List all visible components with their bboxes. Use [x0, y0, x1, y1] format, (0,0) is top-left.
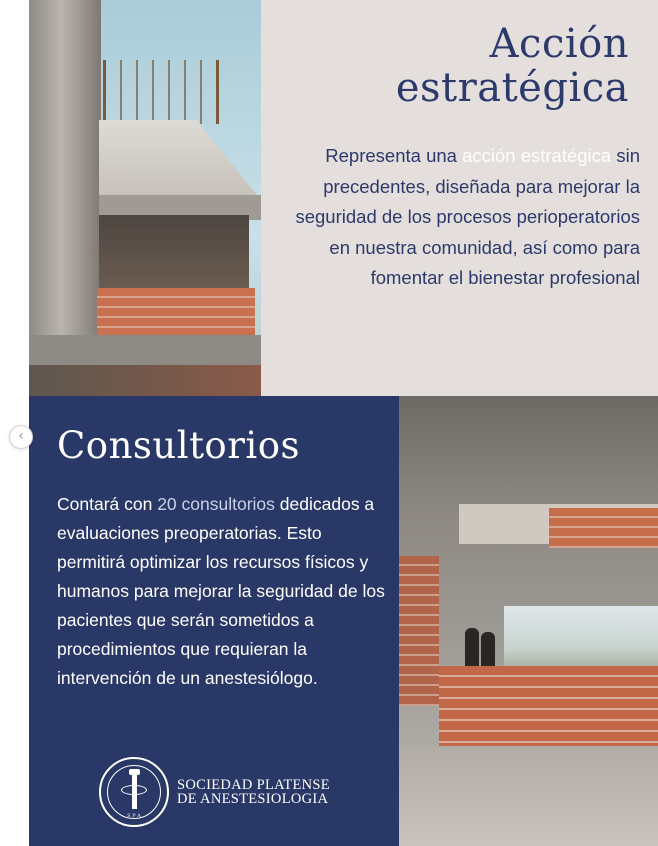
heading-accion-estrategica	[396, 22, 629, 110]
spa-logo	[99, 757, 330, 827]
consultorios-description	[57, 490, 387, 693]
spa-seal-icon	[99, 757, 169, 827]
org-name-line-2: DE ANESTESIOLOGIA	[177, 791, 329, 807]
org-name-line-1: SOCIEDAD PLATENSE	[177, 777, 330, 793]
desc-text-rest: dedicados a evaluaciones preoperatorias. Esto permitirá optimizar los recursos físicos y humanos para mejorar la seguridad de los pacientes que serán sometidos a procedimientos que requieran la intervención de un anestesiólogo.	[57, 494, 385, 688]
heading-line-1: Acción	[489, 21, 629, 67]
strategic-action-description	[280, 141, 640, 294]
construction-photo-top	[29, 0, 261, 396]
organization-name	[177, 778, 330, 806]
seal-text: S P A	[127, 813, 141, 819]
carousel-slide	[29, 0, 658, 846]
desc-highlight: 20 consultorios	[157, 494, 275, 514]
heading-consultorios: Consultorios	[57, 424, 300, 467]
construction-photo-bottom	[399, 396, 658, 846]
desc-text-rest: sin precedentes, diseñada para mejorar la seguridad de los procesos perioperatorios en nuestra comunidad, así como para fomentar el bienestar profesional	[295, 145, 640, 288]
desc-text: Contará con	[57, 494, 158, 514]
desc-highlight: acción estratégica	[462, 145, 612, 166]
desc-text: Representa una	[325, 145, 463, 166]
chevron-left-icon[interactable]: ‹	[9, 425, 33, 449]
heading-line-2: estratégica	[395, 65, 629, 111]
